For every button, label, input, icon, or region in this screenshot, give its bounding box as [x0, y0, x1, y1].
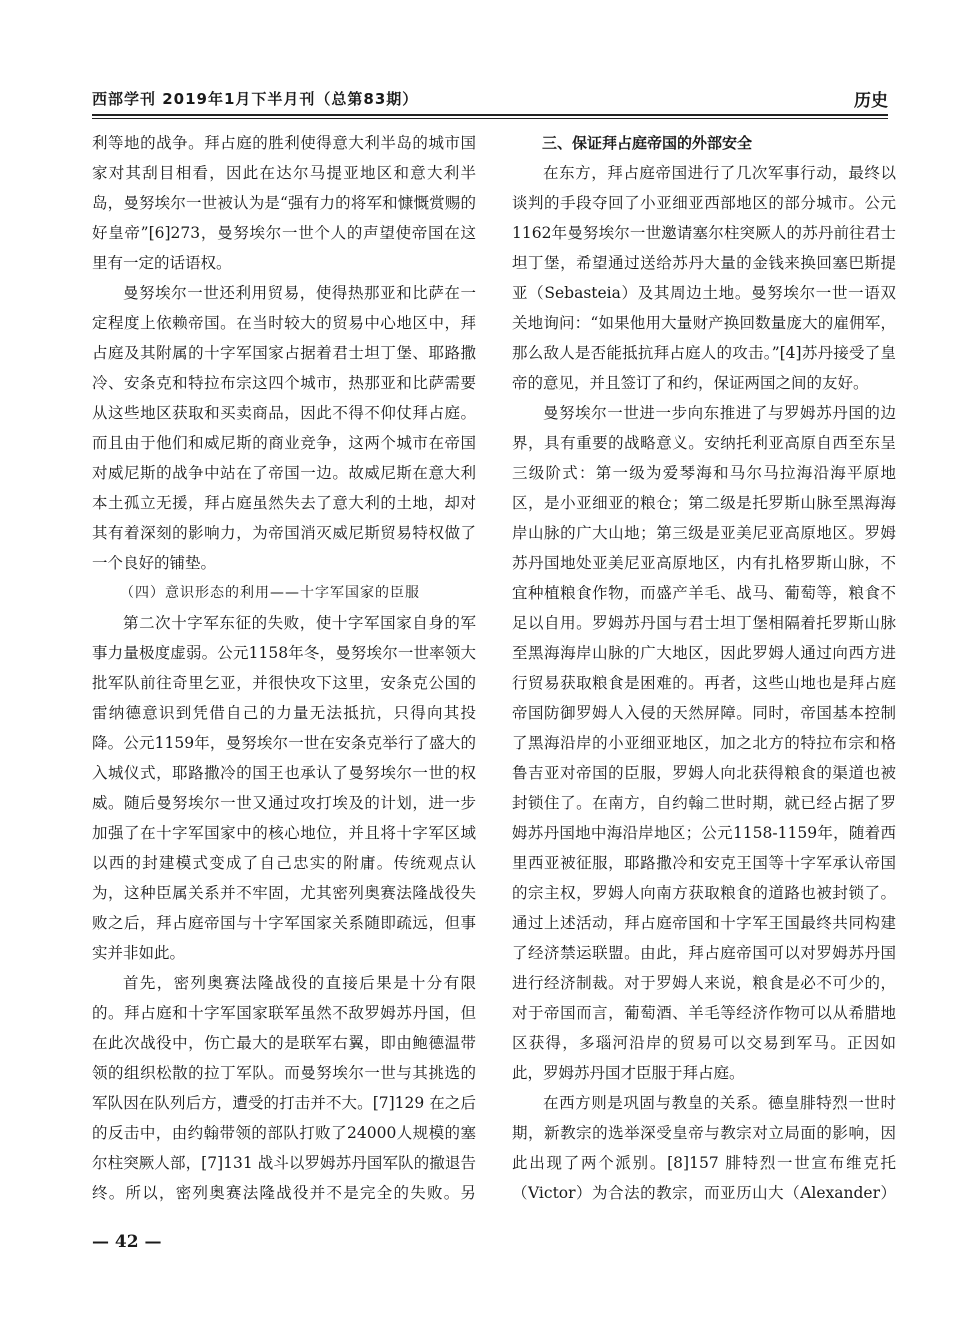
paragraph: 在东方，拜占庭帝国进行了几次军事行动，最终以谈判的手段夺回了小亚细亚西部地区的部分城市。公元1162年曼努埃尔一世邀请塞尔柱突厥人的苏丹前往君士坦丁堡，希望通过送给苏丹大量的金钱来换回塞巴斯提亚（Sebasteia）及其周边土地。曼努埃尔一世一语双关地询问：“如果他用大量财产换回数量庞大的雇佣军，那么敌人是否能抵抗拜占庭人的攻击。”[4]苏丹接受了皇帝的意见，并且签订了和约，保证两国之间的友好。: [512, 164, 896, 392]
journal-title: 西部学刊 2019年1月下半月刊（总第83期）: [92, 90, 419, 108]
paragraph: 曼努埃尔一世还利用贸易，使得热那亚和比萨在一定程度上依赖帝国。在当时较大的贸易中心地区中，拜占庭及其附属的十字军国家占据着君士坦丁堡、耶路撒冷、安条克和特拉布宗这四个城市，热那亚和比萨需要从这些地区获取和买卖商品，因此不得不仰仗拜占庭。而且由于他们和威尼斯的商业竞争，这两个城市在帝国对威尼斯的战争中站在了帝国一边。故威尼斯在意大利本土孤立无援，拜占庭虽然失去了意大利的土地，却对其有着深刻的影响力，为帝国消灭威尼斯贸易特权做了一个良好的铺垫。: [92, 284, 476, 572]
header-rule: [92, 114, 888, 116]
subsection-heading: （四）意识形态的利用——十字军国家的臣服: [120, 585, 420, 601]
paragraph: 首先，密列奥赛法隆战役的直接后果是十分有限的。拜占庭和十字军国家联军虽然不敌罗姆苏丹国，但在此次战役中，伤亡最大的是联军右翼，即由鲍德温带领的组织松散的拉丁军队。而曼努埃尔一世与其挑选的军队因在队列后方，遭受的打击并不大。[7]129 在之后的反击中，由约翰带领的部队打败了24000人规模的塞尔柱突厥人部，[7]131 战斗以罗姆苏丹国军队的撤退告终。所以，密列奥赛法隆战役并不是完全的失败。另: [92, 974, 476, 1202]
paragraph: 曼努埃尔一世进一步向东推进了与罗姆苏丹国的边界，具有重要的战略意义。安纳托利亚高原自西至东呈三级阶式：第一级为爱琴海和马尔马拉海沿海平原地区，是小亚细亚的粮仓；第二级是托罗斯山脉至黑海海岸山脉的广大山地；第三级是亚美尼亚高原地区。罗姆苏丹国地处亚美尼亚高原地区，内有扎格罗斯山脉，不宜种植粮食作物，而盛产羊毛、战马、葡萄等，粮食不足以自用。罗姆苏丹国与君士坦丁堡相隔着托罗斯山脉至黑海海岸山脉的广大地区，因此罗姆人通过向西方进行贸易获取粮食是困难的。再者，这些山地也是拜占庭帝国防御罗姆人入侵的天然屏障。同时，帝国基本控制了黑海沿岸的小亚细亚地区，加之北方的特拉布宗和格鲁吉亚对帝国的臣服，罗姆人向北获得粮食的渠道也被封锁住了。在南方，自约翰二世时期，就已经占据了罗姆苏丹国地中海沿岸地区；公元1158-1159年，随着西里西亚被征服，耶路撒冷和安克王国等十字军承认帝国的宗主权，罗姆人向南方获取粮食的道路也被封锁了。通过上述活动，拜占庭帝国和十字军王国最终共同构建了经济禁运联盟。由此，拜占庭帝国可以对罗姆苏丹国进行经济制裁。对于罗姆人来说，粮食是必不可少的，对于帝国而言，葡萄酒、羊毛等经济作物可以从希腊地区获得，多瑙河沿岸的贸易可以交易到军马。正因如此，罗姆苏丹国才臣服于拜占庭。: [512, 404, 896, 1082]
header-rule-thin: [92, 118, 888, 119]
section-heading: 三、保证拜占庭帝国的外部安全: [542, 134, 753, 152]
paragraph: 利等地的战争。拜占庭的胜利使得意大利半岛的城市国家对其刮目相看，因此在达尔马提亚地区和意大利半岛，曼努埃尔一世被认为是“强有力的将军和慷慨赏赐的好皇帝”[6]273，曼努埃尔一世个人的声望使帝国在这里有一定的话语权。: [92, 134, 476, 272]
paragraph: 在西方则是巩固与教皇的关系。德皇腓特烈一世时期，新教宗的选举深受皇帝与教宗对立局面的影响，因此出现了两个派别。[8]157 腓特烈一世宣布维克托（Victor）为合法的教宗，而亚历山大（Alexander）: [512, 1094, 896, 1202]
page-header: [92, 86, 888, 112]
section-label: 历史: [854, 91, 888, 111]
left-column: [92, 128, 476, 1213]
right-column: [512, 128, 896, 1213]
page-number: — 42 —: [92, 1232, 162, 1252]
paragraph: 第二次十字军东征的失败，使十字军国家自身的军事力量极度虚弱。公元1158年冬，曼努埃尔一世率领大批军队前往奇里乞亚，并很快攻下这里，安条克公国的雷纳德意识到凭借自己的力量无法抵抗，只得向其投降。公元1159年，曼努埃尔一世在安条克举行了盛大的入城仪式，耶路撒冷的国王也承认了曼努埃尔一世的权威。随后曼努埃尔一世又通过攻打埃及的计划，进一步加强了在十字军国家中的核心地位，并且将十字军区域以西的封建模式变成了自己忠实的附庸。传统观点认为，这种臣属关系并不牢固，尤其密列奥赛法隆战役失败之后，拜占庭帝国与十字军国家关系随即疏远，但事实并非如此。: [92, 614, 476, 962]
